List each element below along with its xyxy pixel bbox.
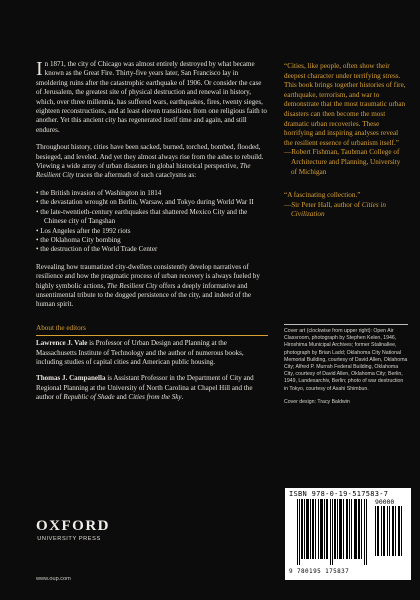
blurb-text: “A fascinating collection.” bbox=[284, 191, 361, 200]
description-column bbox=[36, 60, 268, 410]
cover-design-credit: Cover design: Tracy Baldwin bbox=[284, 398, 350, 405]
intro-paragraph-2: Throughout history, cities have been sacked, burned, torched, bombed, flooded, besieged, and leveled. And yet they almost always rise from the ashes to rebuild. Viewing a wide array of urban disasters in global historical perspective, The Resilient City traces the aftermath of such cataclysms as: bbox=[36, 143, 264, 180]
blurbs-column bbox=[284, 62, 408, 234]
cover-art-credit: Cover art (clockwise from upper right): Open Air Classroom, photograph by Stephen Kelen, 1946, Hiroshima Municipal Archives; former Stalinallee, photograph by Brian Ladd; Oklahoma City National Memorial Building, courtesy of David Allen, Oklahoma City; Alfred P. Murrah Federal Building, Oklahoma City, courtesy of David Allen, Oklahoma City; Berlin, 1949, Landesarchiv, Berlin; photo of war destruction in Tokyo, courtesy of Asahi Shimbun. bbox=[284, 328, 408, 392]
publisher-url: www.oup.com bbox=[36, 576, 71, 582]
list-item: • the British invasion of Washington in 1814 bbox=[36, 189, 268, 198]
barcode bbox=[285, 488, 411, 580]
blurb-attribution: —Sir Peter Hall, author of Cities in Civilization bbox=[284, 200, 387, 219]
blurb-attribution: —Robert Fishman, Taubman College of Architecture and Planning, University of Michigan bbox=[284, 148, 401, 176]
cover-credits bbox=[284, 324, 408, 406]
price-addon: 90000 bbox=[375, 498, 395, 506]
blurb-hall bbox=[284, 191, 408, 220]
blurb-fishman bbox=[284, 62, 408, 177]
isbn-number: ISBN 978-0-19-517583-7 bbox=[289, 490, 389, 498]
intro-paragraph-3: Revealing how traumatized city-dwellers consistently develop narratives of resilience and how the pragmatic process of urban recovery is always fueled by highly symbolic actions, The Resilient City offers a deeply informative and unsentimental tribute to the dogged persistence of the city, and indeed of the human spirit. bbox=[36, 262, 260, 309]
publisher-subtitle: UNIVERSITY PRESS bbox=[37, 536, 101, 542]
dropcap: I bbox=[36, 58, 43, 80]
blurb-text: “Cities, like people, often show their deepest character under terrifying stress. This book brings together histories of fire, earthquake, terrorism, and war to demonstrate that the most traumatic urban disasters can then become the most dramatic urban recoveries. These horrifying and inspiring analyses reveal the resilient essence of urbanism itself.” bbox=[284, 62, 406, 147]
list-item: • the devastation wrought on Berlin, Warsaw, and Tokyo during World War II bbox=[36, 198, 268, 207]
divider bbox=[284, 324, 408, 325]
editors-section bbox=[36, 339, 268, 402]
oxford-wordmark: OXFORD bbox=[36, 518, 110, 534]
addon-barcode-icon bbox=[375, 506, 403, 556]
editors-heading: About the editors bbox=[36, 324, 268, 336]
list-item: • the Oklahoma City bombing bbox=[36, 236, 268, 245]
list-item: • Los Angeles after the 1992 riots bbox=[36, 227, 268, 236]
list-item: • the destruction of the World Trade Center bbox=[36, 245, 268, 254]
editor-bio-vale: Lawrence J. Vale is Professor of Urban Design and Planning at the Massachusetts Institute of Technology and the author of numerous books, including studies of capital cities and American public housing. bbox=[36, 339, 244, 366]
ean-number: 9 780195 175837 bbox=[289, 568, 350, 575]
cataclysm-list bbox=[36, 189, 268, 255]
ean-barcode-icon bbox=[297, 499, 367, 565]
editor-bio-campanella: Thomas J. Campanella is Assistant Professor in the Department of City and Regional Planning at the University of North Carolina at Chapel Hill and the author of Republic of Shade and Cities from the Sky. bbox=[36, 374, 254, 402]
intro-paragraph-1: In 1871, the city of Chicago was almost entirely destroyed by what became known as the Great Fire. Thirty-five years later, San Francisco lay in smoldering ruins after the catastrophic earthquake of 1906. Or consider the case of Jerusalem, the greatest site of physical destruction and renewal in history, which, over three millennia, has suffered wars, earthquakes, fires, twenty sieges, eighteen reconstructions, and at least eleven transitions from one religious faith to another. Yet this ancient city has regenerated itself time and again, and still endures. bbox=[36, 58, 267, 134]
list-item: • the late-twentieth-century earthquakes that shattered Mexico City and the Chinese city of Tangshan bbox=[36, 208, 268, 227]
publisher-logo bbox=[36, 518, 110, 542]
